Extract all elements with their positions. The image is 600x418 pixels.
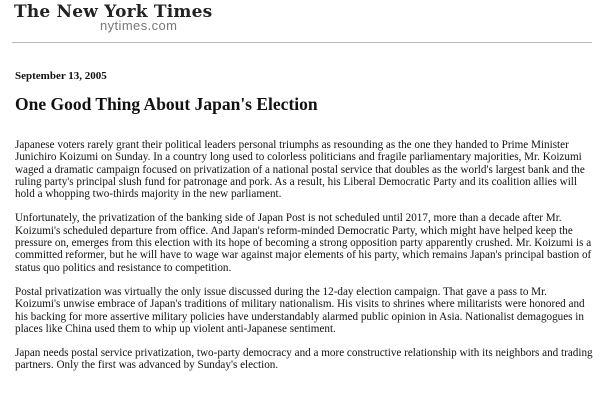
- masthead: [14, 4, 234, 34]
- site-domain: nytimes.com: [100, 18, 178, 33]
- newspaper-logo: The New York Times: [14, 2, 213, 22]
- article-paragraph: Japan needs postal service privatization, two-party democracy and a more constructive relationship with its neighbors and trading partners. Only the first was advanced by Sunday's election.: [15, 347, 593, 372]
- article-paragraph: Japanese voters rarely grant their political leaders personal triumphs as resounding as the one they handed to Prime Minister Junichiro Koizumi on Sunday. In a country long used to colorless politicians and fragile parliamentary majorities, Mr. Koizumi waged a dramatic campaign focused on privatization of a national postal service that doubles as the world's largest bank and the ruling party's principal slush fund for patronage and pork. As a result, his Liberal Democratic Party and its coalition allies will hold a whopping two-thirds majority in the new parliament.: [15, 139, 585, 201]
- article-body: [15, 139, 595, 384]
- article-paragraph: Unfortunately, the privatization of the banking side of Japan Post is not scheduled until 2017, more than a decade after Mr. Koizumi's scheduled departure from office. And Japan's reform-minded Democratic Party, which might have helped keep the pressure on, emerges from this election with its hope of becoming a strong opposition party apparently crushed. Mr. Koizumi is a committed reformer, but he will have to wage war against major elements of his party, which remains Japan's principal bastion of status quo politics and resistance to competition.: [15, 212, 592, 274]
- article-headline: One Good Thing About Japan's Election: [15, 94, 318, 114]
- article-paragraph: Postal privatization was virtually the only issue discussed during the 12-day election campaign. That gave a pass to Mr. Koizumi's unwise embrace of Japan's traditions of military nationalism. His visits to shrines where militarists were honored and his backing for more assertive military policies have understandably alarmed public opinion in Asia. Nationalist demagogues in places like China used them to whip up violent anti-Japanese sentiment.: [15, 285, 585, 335]
- article-date: September 13, 2005: [15, 70, 107, 82]
- header-divider: [12, 42, 592, 43]
